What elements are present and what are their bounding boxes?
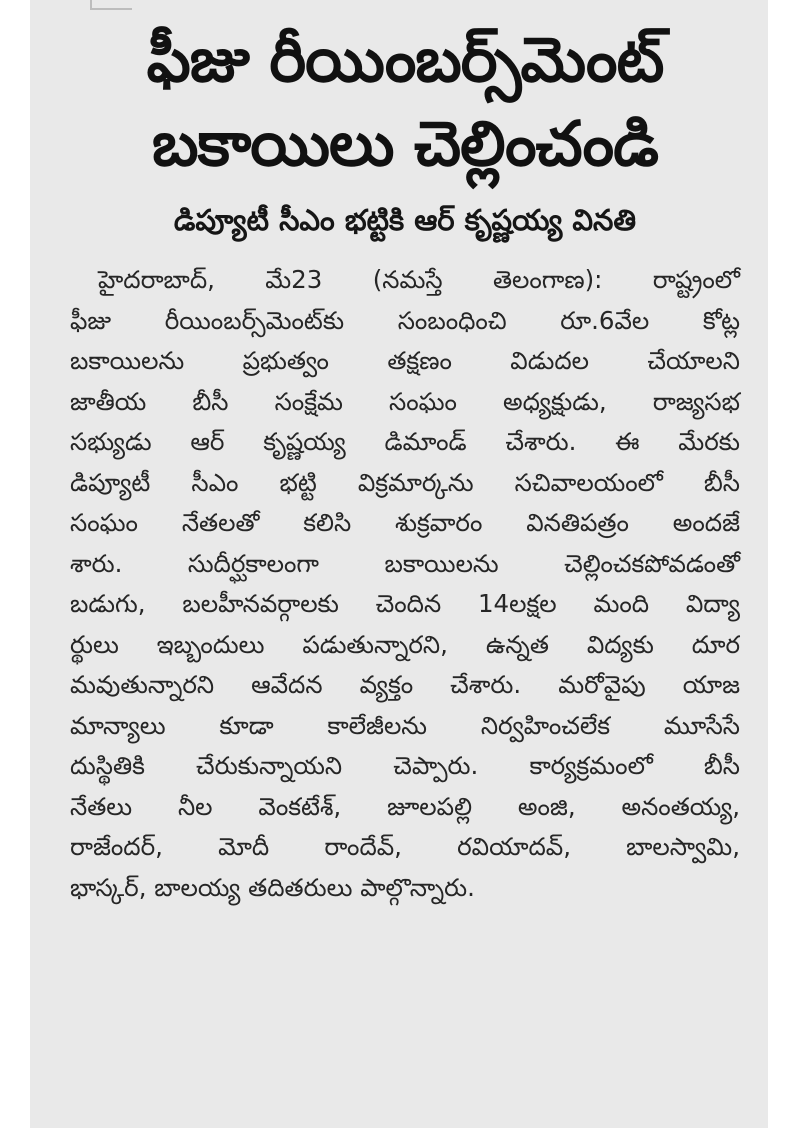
body-line: నేతలు నీల వెంకటేశ్‌, జూలపల్లి అంజి, అనంతయ్య, (70, 791, 740, 821)
body-line: సభ్యుడు ఆర్‌ కృష్ణయ్య డిమాండ్‌ చేశారు. ఈ మేరకు (70, 427, 740, 456)
body-line: ర్థులు ఇబ్బందులు పడుతున్నారని, ఉన్నత విద్యకు దూర (70, 629, 740, 659)
body-line: జాతీయ బీసీ సంక్షేమ సంఘం అధ్యక్షుడు, రాజ్యసభ (70, 386, 740, 416)
page-margin-left (0, 0, 30, 1141)
newspaper-clipping (30, 0, 768, 1128)
article-body (70, 260, 740, 908)
body-line: బడుగు, బలహీనవర్గాలకు చెందిన 14లక్షల మంది విద్యా (70, 589, 740, 618)
body-line: డిప్యూటీ సీఎం భట్టి విక్రమార్కను సచివాలయంలో బీసీ (70, 467, 740, 497)
body-line: హైదరాబాద్‌, మే23 (నమస్తే తెలంగాణ): రాష్ట్రంలో (98, 265, 740, 294)
body-line: మవుతున్నారని ఆవేదన వ్యక్తం చేశారు. మరోవైపు యాజ (70, 670, 740, 699)
article-headline (70, 18, 740, 186)
body-line: రాజేందర్‌, మోదీ రాందేవ్‌, రవియాదవ్‌, బాలస్వామి, (70, 832, 740, 861)
body-line: శారు. సుదీర్ఘకాలంగా బకాయిలను చెల్లించకపోవడంతో (70, 548, 740, 578)
body-line: సంఘం నేతలతో కలిసి శుక్రవారం వినతిపత్రం అందజే (70, 508, 740, 537)
article-subheadline: డిప్యూటీ సీఎం భట్టికి ఆర్‌ కృష్ణయ్య వినతి (173, 203, 637, 237)
body-line: మాన్యాలు కూడా కాలేజీలను నిర్వహించలేక మూసేసే (70, 710, 740, 740)
page-margin-right (768, 0, 800, 1141)
headline-line: ఫీజు రీయింబర్స్‌మెంట్ (146, 23, 664, 96)
body-line: దుస్థితికి చేరుకున్నాయని చెప్పారు. కార్యక్రమంలో బీసీ (70, 751, 740, 780)
headline-line: బకాయిలు చెల్లించండి (152, 107, 658, 180)
body-line: బకాయిలను ప్రభుత్వం తక్షణం విడుదల చేయాలని (70, 346, 740, 375)
clipping-torn-edge (90, 0, 132, 10)
body-line: ఫీజు రీయింబర్స్‌మెంట్‌కు సంబంధించి రూ.6వేల కోట్ల (70, 305, 740, 335)
body-line: భాస్కర్‌, బాలయ్య తదితరులు పాల్గొన్నారు. (70, 872, 475, 902)
